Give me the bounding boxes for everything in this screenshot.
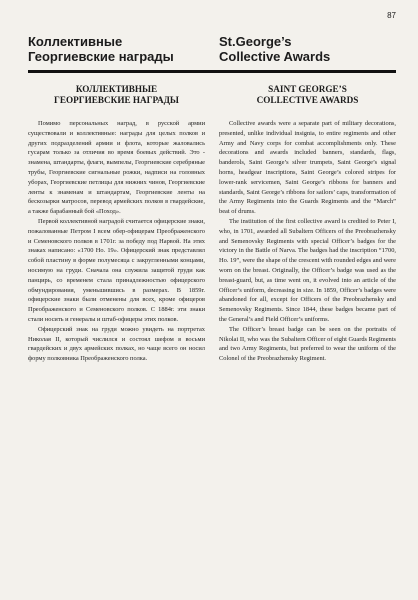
english-title-line1: St.George’s [219,34,292,49]
english-subtitle-line1: SAINT GEORGE’S [268,84,347,94]
russian-paragraph: Первой коллективной наградой считается офицерские знаки, пожалованные Петром I всем обер-офицерам Преображенского и Семеновского полков в 1701г. за победу под Нарвой. На этих знаках написано: «1700 Но. 19». Офицерский знак представлял собой пластину в форме полумесяца с закругленными концами, носимую на груди. Сначала она служила защитой груди как панцирь, со временем стала принадлежностью офицерского обмундирования, уменьшившись в размерах. В 1859г. офицерские знаки были отменены для всех, кроме офицеров Преображенского и Семеновского полков. С 1884г. эти знаки стали носить и генералы и штаб-офицеры этих полков. [28,217,205,323]
russian-subtitle-line1: КОЛЛЕКТИВНЫЕ [75,84,158,94]
text-columns [28,84,396,364]
english-paragraph: The institution of the first collective award is credited to Peter I, who, in 1701, awarded all Subaltern Officers of the Preobrazhensky and Semenovsky Regiments with special Officer’s badges for the victory in the Battle of Narva. The badges had the inscription “1700, Ho. 19”, were the shape of the crescent with rounded edges and were worn on the breast. Originally, the Officer’s badge was used as the breast-guard, but, as time went on, it evolved into an article of the Officer’s uniform, decreasing in size. In 1859, Officer’s badges were abandoned for all, except for Officers of the Preobrazhensky and Semenovsky Regiments. Since 1844, these badges became part of the General’s and Field Officer’s uniforms. [219,217,396,323]
english-column [219,84,396,364]
english-title-line2: Collective Awards [219,49,331,64]
english-subtitle [219,84,396,106]
russian-subtitle [28,84,205,106]
russian-paragraph: Офицерский знак на груди можно увидеть на портретах Николая II, который числился и состоял шефом в восьми гвардейских и двух армейских полках, но чаще всего он носил форму полковника Преображенского полка. [28,325,205,363]
russian-header [28,34,205,64]
english-paragraph: The Officer’s breast badge can be seen on the portraits of Nikolai II, who was the Subaltern Officer of eight Guards Regiments and two Army Regiments, but preferred to wear the uniform of the Colonel of the Preobrazhensky Regiment. [219,325,396,363]
english-paragraph: Collective awards were a separate part of military decorations, presented, unlike individual insignia, to entire regiments and other Army and Navy corps for combat accomplishments only. These decorations and awards included banners, standards, flags, banderols, Saint George’s silver trumpets, Saint George’s signal horns, headgear inscriptions, Saint George’s colored stripes for lower-rank servicemen, Saint George’s ribbons for banners and standards, Saint George’s ribbons for sailors’ caps, transformation of the Army Regiments into the Guards Regiments and the “March” beat of drums. [219,120,396,216]
english-header [205,34,396,64]
english-subtitle-line2: COLLECTIVE AWARDS [256,95,359,105]
russian-column [28,84,205,364]
russian-title-line1: Коллективные [28,34,123,49]
russian-subtitle-line2: ГЕОРГИЕВСКИЕ НАГРАДЫ [54,95,179,105]
page-number: 87 [387,11,396,20]
header-divider [28,70,396,73]
russian-title-line2: Георгиевские награды [28,49,174,64]
russian-paragraph: Помимо персональных наград, в русской армии существовали и коллективные: награды для целых полков и других подразделений армии и флота, которые жаловались гусарам только за отличия во время боевых действий. Это - знамена, штандарты, флаги, вымпелы, Георгиевские серебряные трубы, Георгиевские сигнальные рожки, надписи на головных уборах, Георгиевские петлицы для нижних чинов, Георгиевские ленты к знаменам и штандартам, Георгиевские ленты на бескозырки матросов, перевод армейских полков в гвардейские, а также барабанный бой «Поход». [28,120,205,216]
page-header [28,34,396,64]
